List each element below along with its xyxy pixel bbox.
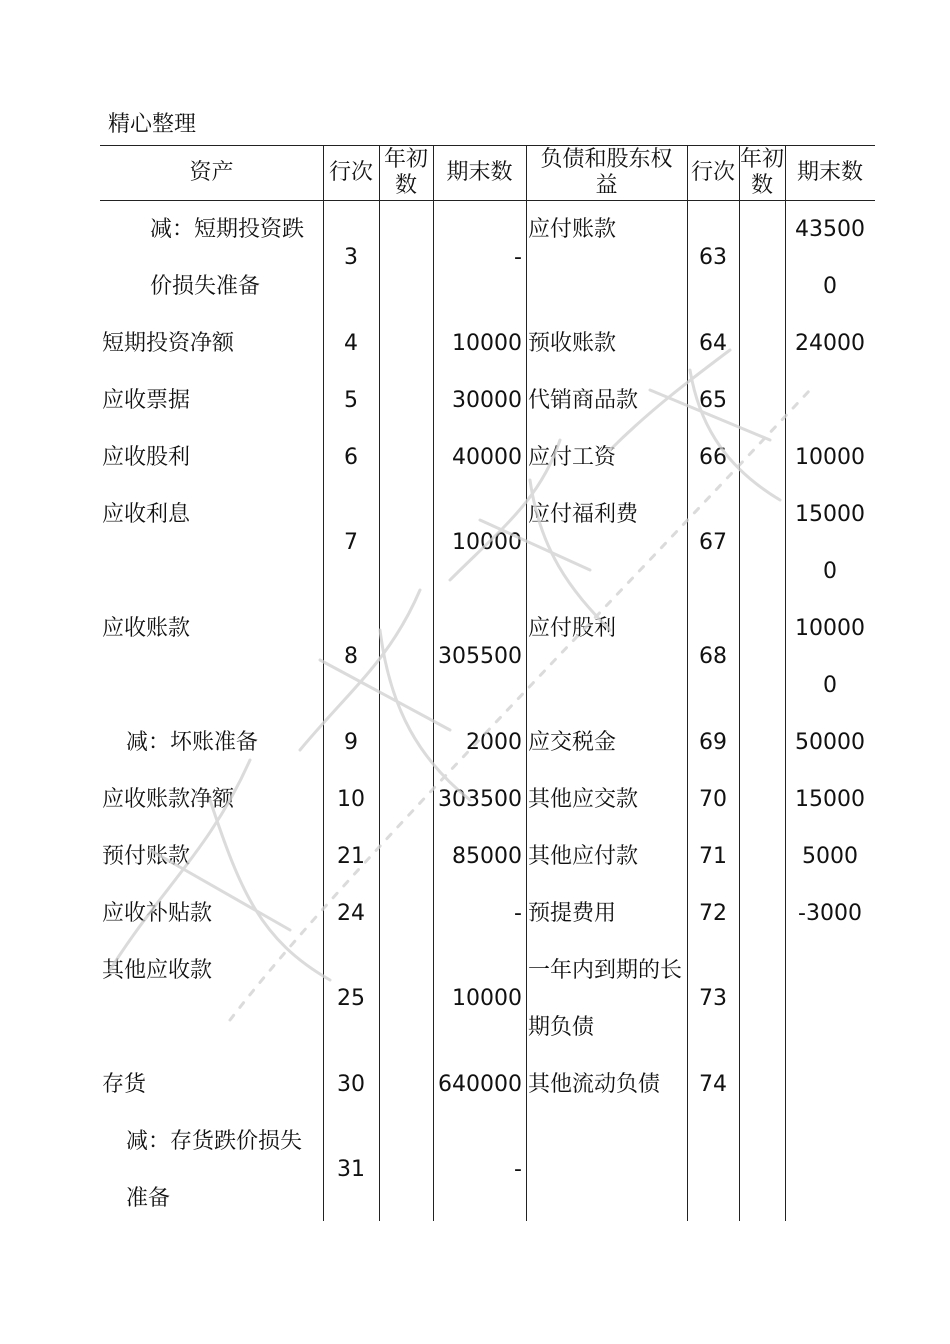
liability-label: 应付工资: [528, 445, 617, 470]
liability-row-no: 69: [699, 729, 727, 755]
liability-label: 其他应付款: [528, 844, 639, 869]
asset-row-no: 21: [337, 843, 365, 869]
liability-period-end: [785, 486, 875, 600]
column-divider: [379, 145, 380, 1221]
asset-label: 短期投资净额: [102, 331, 235, 356]
liability-row-no: 70: [699, 786, 727, 812]
liability-period-end-line1: -3000: [798, 900, 862, 926]
liability-period-end: [785, 372, 875, 429]
liability-period-end: [785, 771, 875, 828]
header-year-start-2: 年初数: [740, 146, 785, 198]
asset-row-no: 31: [337, 1157, 365, 1182]
asset-period-end: -: [514, 1157, 522, 1182]
column-divider: [739, 145, 740, 1221]
liability-row-no: 72: [699, 900, 727, 926]
asset-period-end: 640000: [438, 1071, 522, 1097]
liability-period-end-line2: 0: [823, 672, 837, 698]
liability-period-end-line2: 0: [823, 558, 837, 584]
liability-label: 预提费用: [528, 901, 617, 926]
liability-period-end: [785, 714, 875, 771]
liability-row-no: [687, 1113, 739, 1227]
asset-row-no: 4: [344, 330, 358, 356]
header-assets: 资产: [189, 159, 234, 185]
liability-label: 应付股利: [528, 616, 617, 641]
liability-period-end: [785, 429, 875, 486]
page-label: 精心整理: [108, 112, 197, 137]
asset-period-end: 10000: [452, 986, 522, 1011]
liability-period-end-line1: 50000: [795, 729, 865, 755]
liability-label: 应付账款: [528, 217, 617, 242]
asset-row-no: 5: [344, 387, 358, 413]
asset-row-no: 24: [337, 900, 365, 926]
balance-sheet-table: [100, 145, 875, 1221]
header-period-end-2: 期末数: [796, 159, 863, 185]
liability-label: [526, 1113, 687, 1227]
liability-label: 预收账款: [528, 331, 617, 356]
header-row-no-2: 行次: [690, 159, 735, 185]
liability-period-end-line1: 5000: [802, 843, 858, 869]
liability-period-end: [785, 201, 875, 315]
asset-period-end: -: [514, 245, 522, 270]
asset-period-end: 30000: [452, 387, 522, 413]
asset-row-no: 9: [344, 729, 358, 755]
header-year-start: 年初数: [383, 146, 428, 198]
asset-period-end: 85000: [452, 843, 522, 869]
header-liabilities: 负债和股东权益: [540, 146, 673, 198]
liability-row-no: 68: [699, 644, 727, 669]
liability-period-end: [785, 1056, 875, 1113]
liability-label: 其他应交款: [528, 787, 639, 812]
liability-period-end: [785, 315, 875, 372]
asset-period-end: 305500: [438, 644, 522, 669]
liability-period-end-line1: 43500: [795, 216, 865, 242]
asset-label: 减：坏账准备: [126, 730, 259, 755]
asset-period-end: 10000: [452, 330, 522, 356]
liability-period-end-line2: 0: [823, 273, 837, 299]
liability-row-no: 66: [699, 444, 727, 470]
liability-row-no: 64: [699, 330, 727, 356]
asset-row-no: 7: [344, 530, 358, 555]
asset-period-end: 2000: [466, 729, 522, 755]
asset-row-no: 8: [344, 644, 358, 669]
asset-label: 应收补贴款: [102, 901, 213, 926]
liability-label: 应付福利费: [528, 502, 639, 527]
asset-row-no: 6: [344, 444, 358, 470]
liability-label: 其他流动负债: [528, 1072, 661, 1097]
liability-period-end: [785, 885, 875, 942]
header-period-end: 期末数: [446, 159, 513, 185]
asset-period-end: -: [514, 900, 522, 926]
asset-period-end: 40000: [452, 444, 522, 470]
asset-label: 预付账款: [102, 844, 191, 869]
liability-period-end-line1: 15000: [795, 501, 865, 527]
liability-period-end: [785, 942, 875, 1056]
asset-period-end: 303500: [438, 786, 522, 812]
asset-label: 应收票据: [102, 388, 191, 413]
asset-period-end: 10000: [452, 530, 522, 555]
liability-period-end: [785, 1113, 875, 1227]
liability-label: 一年内到期的长期负债: [528, 958, 683, 1040]
asset-row-no: 10: [337, 786, 365, 812]
asset-label: 其他应收款: [102, 958, 213, 983]
liability-label: 应交税金: [528, 730, 617, 755]
liability-period-end: [785, 600, 875, 714]
asset-label: 存货: [102, 1072, 147, 1097]
asset-label: 应收利息: [102, 502, 191, 527]
asset-label: 应收账款净额: [102, 787, 235, 812]
liability-row-no: 63: [699, 245, 727, 270]
liability-row-no: 74: [699, 1071, 727, 1097]
liability-period-end-line1: 10000: [795, 444, 865, 470]
liability-row-no: 71: [699, 843, 727, 869]
header-row-no: 行次: [328, 159, 373, 185]
asset-row-no: 25: [337, 986, 365, 1011]
liability-period-end-line1: 24000: [795, 330, 865, 356]
asset-label: 应收股利: [102, 445, 191, 470]
asset-row-no: 30: [337, 1071, 365, 1097]
liability-period-end-line1: 15000: [795, 786, 865, 812]
liability-label: 代销商品款: [528, 388, 639, 413]
asset-row-no: 3: [344, 245, 358, 270]
liability-row-no: 67: [699, 530, 727, 555]
liability-period-end-line1: 10000: [795, 615, 865, 641]
liability-row-no: 65: [699, 387, 727, 413]
liability-period-end: [785, 828, 875, 885]
asset-label: 减：存货跌价损失准备: [126, 1129, 303, 1211]
asset-label: 减：短期投资跌价损失准备: [150, 217, 305, 299]
liability-row-no: 73: [699, 986, 727, 1011]
asset-label: 应收账款: [102, 616, 191, 641]
